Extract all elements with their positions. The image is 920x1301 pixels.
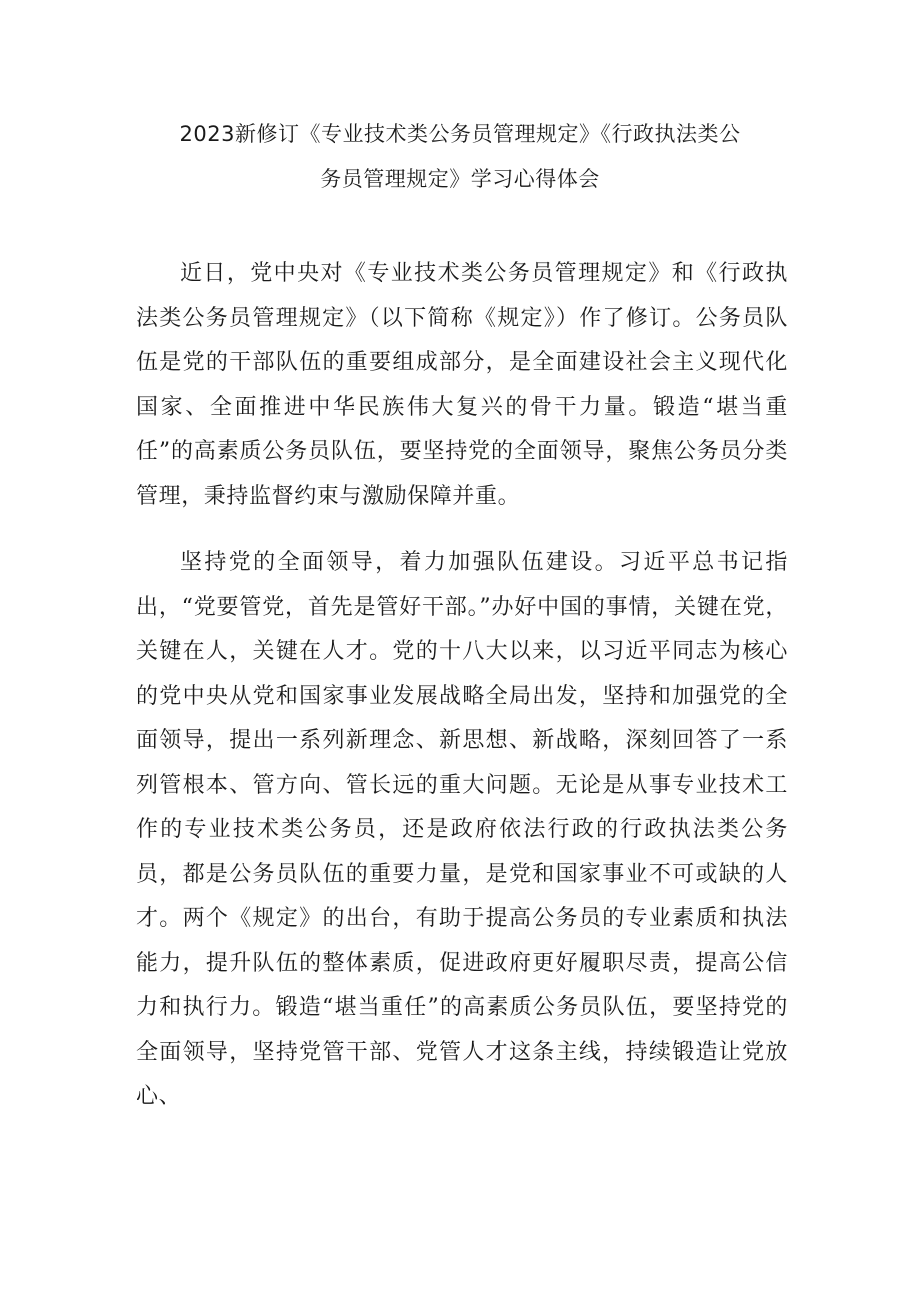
title-line-1: 2023新修订《专业技术类公务员管理规定》《行政执法类公 (179, 122, 741, 146)
document-body (136, 252, 788, 1142)
paragraph-2: 坚持党的全面领导，着力加强队伍建设。习近平总书记指出，“党要管党，首先是管好干部。”办好中国的事情，关键在党，关键在人，关键在人才。党的十八大以来，以习近平同志为核心的党中央从党和国家事业发展战略全局出发，坚持和加强党的全面领导，提出一系列新理念、新思想、新战略，深刻回答了一系列管根本、管方向、管长远的重大问题。无论是从事专业技术工作的专业技术类公务员，还是政府依法行政的行政执法类公务员，都是公务员队伍的重要力量，是党和国家事业不可或缺的人才。两个《规定》的出台，有助于提高公务员的专业素质和执法能力，提升队伍的整体素质，促进政府更好履职尽责，提高公信力和执行力。锻造“堪当重任”的高素质公务员队伍，要坚持党的全面领导，坚持党管干部、党管人才这条主线，持续锻造让党放心、 (136, 550, 788, 1109)
paragraph-1: 近日，党中央对《专业技术类公务员管理规定》和《行政执法类公务员管理规定》（以下简称《规定》）作了修订。公务员队伍是党的干部队伍的重要组成部分，是全面建设社会主义现代化国家、全面推进中华民族伟大复兴的骨干力量。锻造“堪当重任”的高素质公务员队伍，要坚持党的全面领导，聚焦公务员分类管理，秉持监督约束与激励保障并重。 (136, 261, 788, 509)
title-line-2: 务员管理规定》学习心得体会 (320, 167, 600, 191)
document-title (120, 112, 800, 202)
